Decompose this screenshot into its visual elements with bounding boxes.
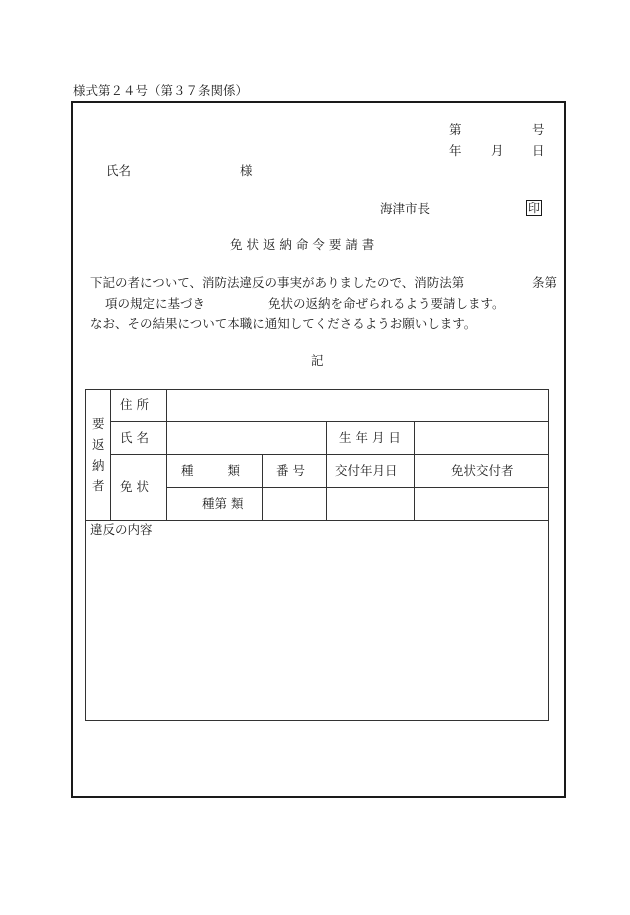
col-issuer-header: 免状交付者 xyxy=(451,463,514,478)
license-label: 免 状 xyxy=(120,479,149,494)
kind-row-2: 種第 類 xyxy=(202,496,244,511)
seal-mark: 印 xyxy=(528,201,541,215)
date-year: 年 xyxy=(449,143,462,158)
addressee-sama: 様 xyxy=(240,163,253,178)
group-label-3: 納 xyxy=(92,458,105,473)
col-issue-date-header: 交付年月日 xyxy=(335,463,398,478)
group-label-2: 返 xyxy=(92,437,105,452)
group-label-1: 要 xyxy=(92,416,105,431)
name-label: 氏 名 xyxy=(120,430,149,445)
body-line-1a: 下記の者について、消防法違反の事実がありましたので、消防法第 xyxy=(90,275,465,290)
col-kind-header: 種 類 xyxy=(181,463,240,478)
form-frame xyxy=(71,101,566,798)
number-dai: 第 xyxy=(449,122,462,137)
date-month: 月 xyxy=(491,143,504,158)
addressee-label: 氏名 xyxy=(106,163,132,178)
body-line-1b: 条第 xyxy=(532,275,558,290)
col-number-header: 番 号 xyxy=(276,463,305,478)
form-number: 様式第２４号（第３７条関係） xyxy=(73,83,249,98)
body-line-3: なお、その結果について本職に通知してくださるようお願いします。 xyxy=(90,316,477,331)
number-go: 号 xyxy=(532,122,545,137)
issuer-name: 海津市長 xyxy=(380,201,431,216)
date-day: 日 xyxy=(532,143,545,158)
body-line-2a: 項の規定に基づき xyxy=(105,296,206,311)
body-line-2b: 免状の返納を命ぜられるよう要請します。 xyxy=(268,296,505,311)
document-title: 免 状 返 納 命 令 要 請 書 xyxy=(230,237,375,252)
violation-label: 違反の内容 xyxy=(90,522,153,537)
ki-label: 記 xyxy=(311,353,324,368)
birth-label: 生 年 月 日 xyxy=(339,430,401,445)
group-label-4: 者 xyxy=(92,478,105,493)
address-label: 住 所 xyxy=(120,397,149,412)
